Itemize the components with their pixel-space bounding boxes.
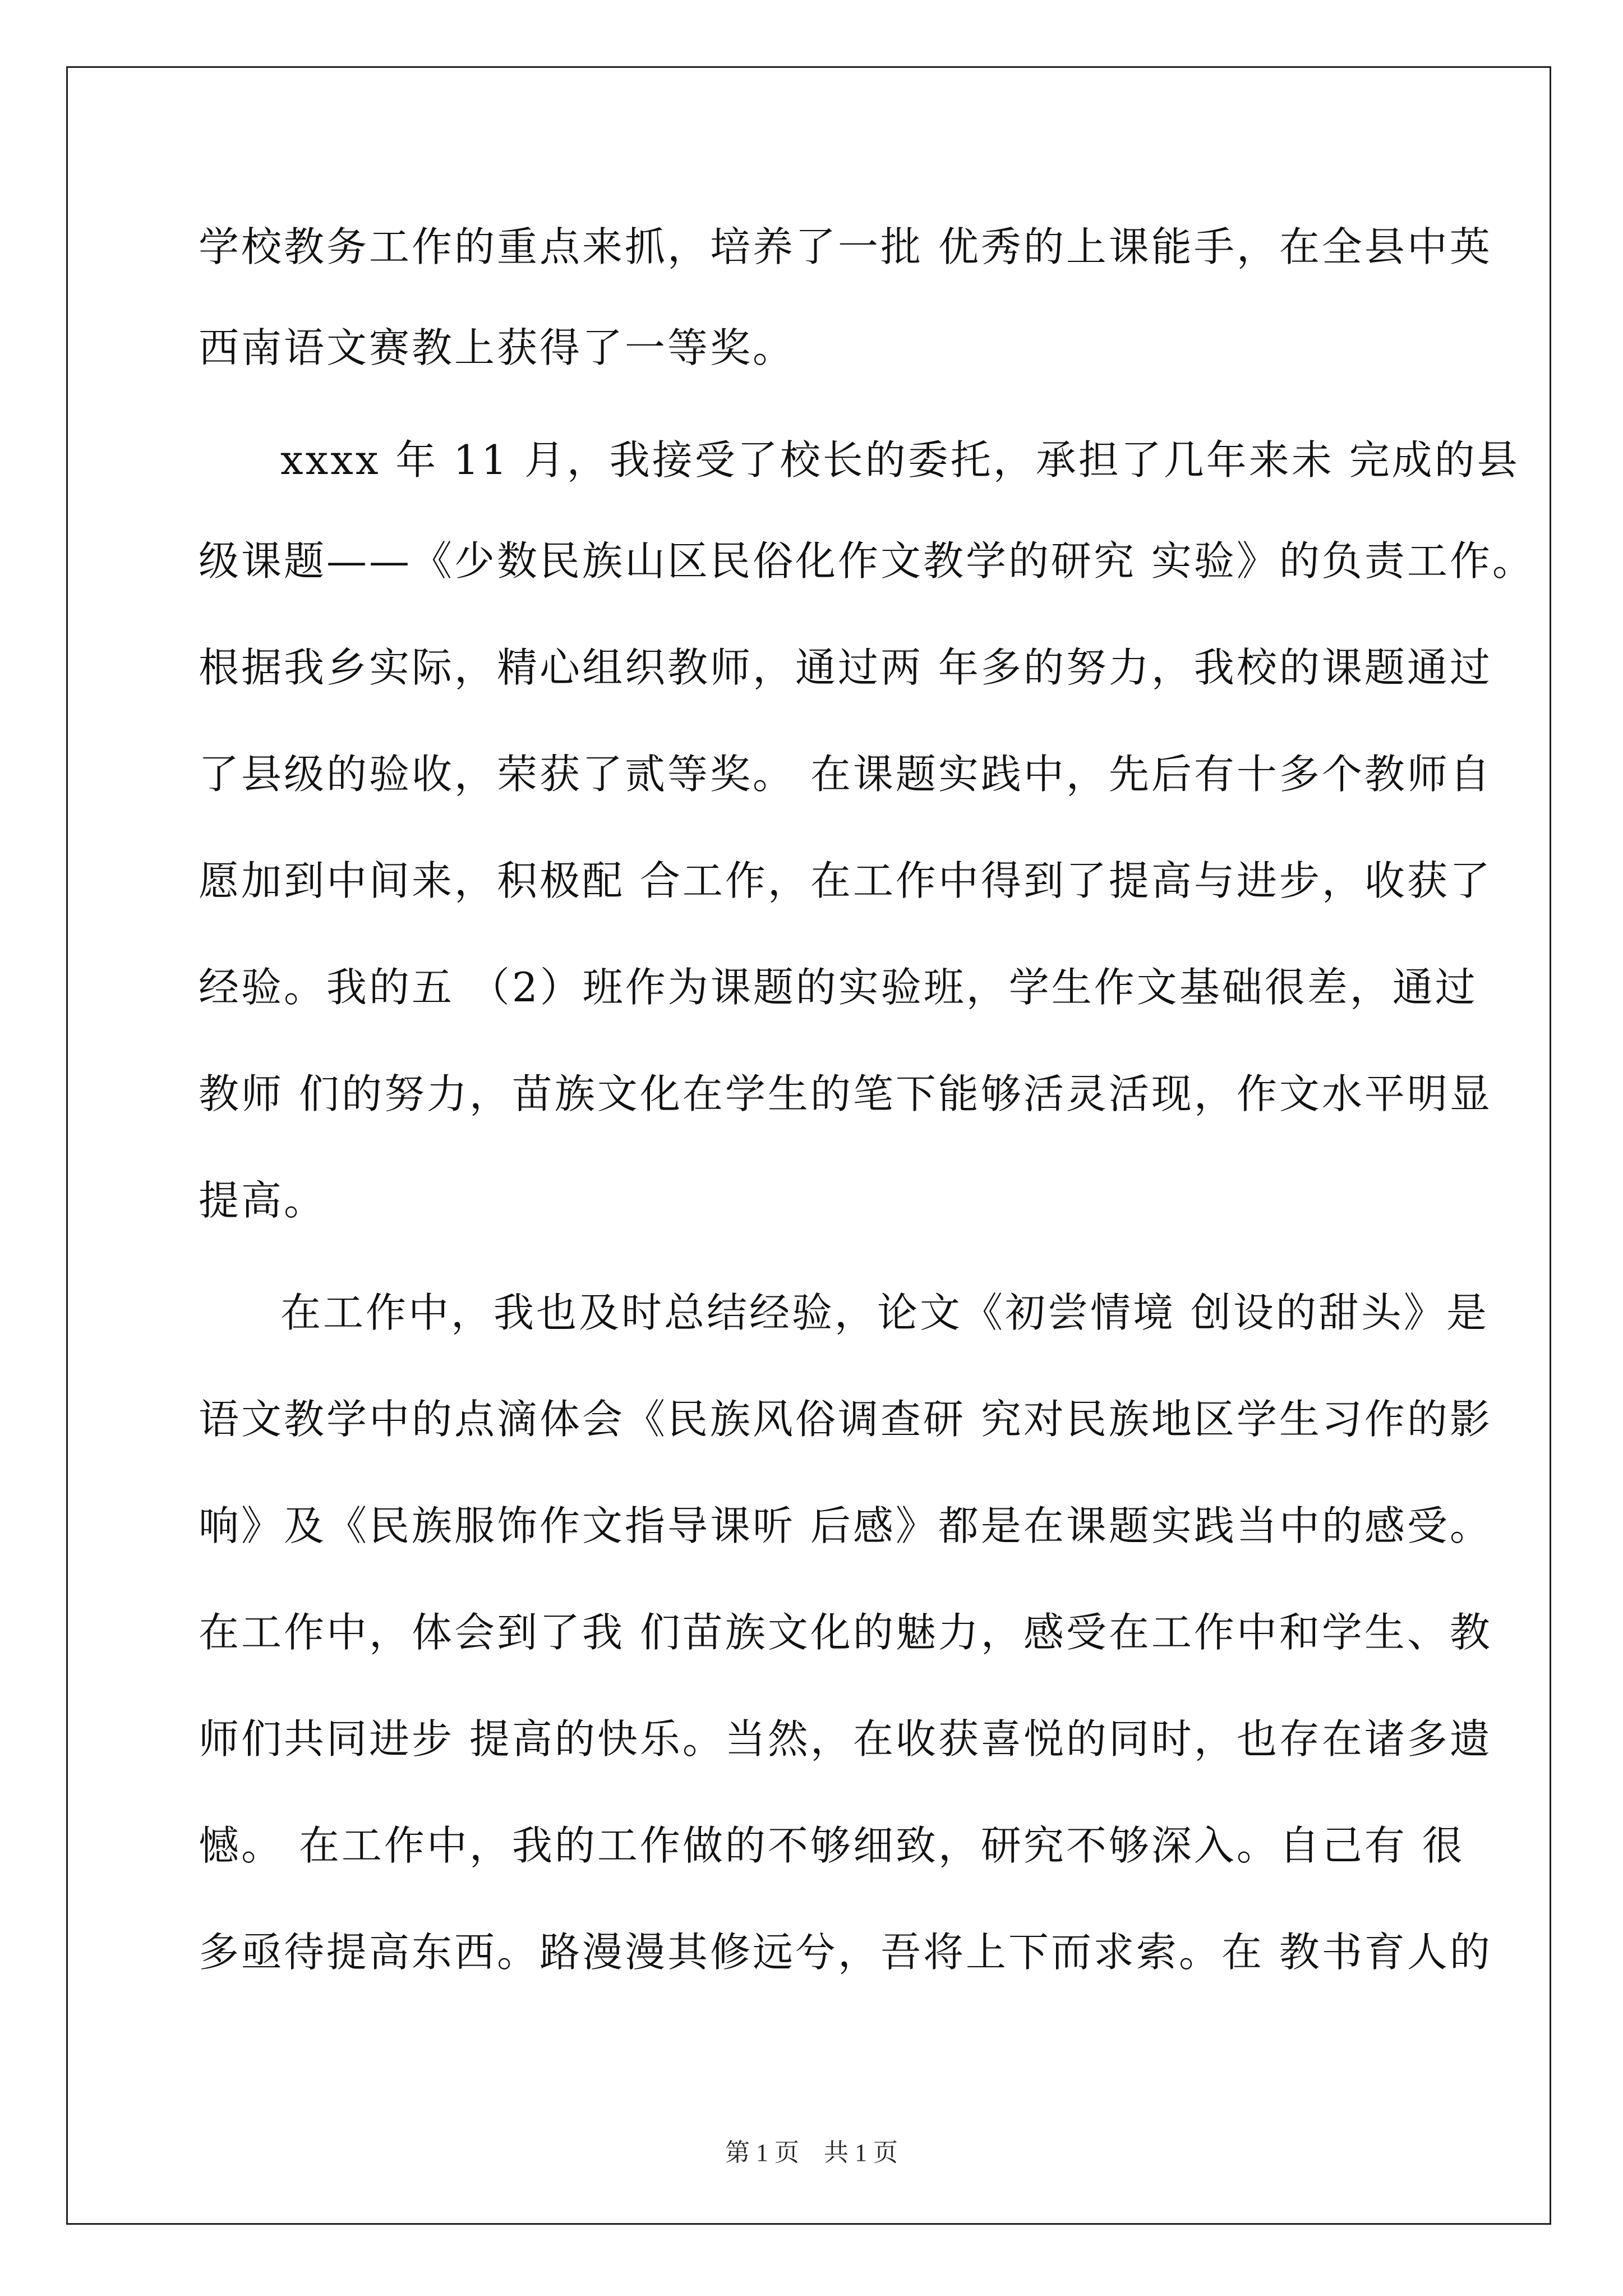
page-number: 第 1 页 共 1 页 bbox=[725, 2139, 898, 2166]
body-line: 响》及《民族服饰作文指导课听 后感》都是在课题实践当中的感受。 bbox=[199, 1502, 1492, 1549]
body-line: 级课题——《少数民族山区民俗化作文教学的研究 实验》的负责工作。 bbox=[199, 537, 1535, 585]
body-line: 提高。 bbox=[199, 1177, 327, 1224]
body-line: 在工作中，我也及时总结经验，论文《初尝情境 创设的甜头》是 bbox=[280, 1289, 1489, 1336]
page-border bbox=[66, 66, 1551, 2225]
body-line: 语文教学中的点滴体会《民族风俗调查研 究对民族地区学生习作的影 bbox=[199, 1396, 1492, 1443]
body-line: 师们共同进步 提高的快乐。当然，在收获喜悦的同时，也存在诸多遗 bbox=[199, 1715, 1492, 1763]
body-line: xxxx 年 11 月，我接受了校长的委托，承担了几年来未 完成的县 bbox=[280, 436, 1520, 484]
body-line: 愿加到中间来，积极配 合工作，在工作中得到了提高与进步，收获了 bbox=[199, 857, 1492, 904]
body-line: 了县级的验收，荣获了贰等奖。 在课题实践中，先后有十多个教师自 bbox=[199, 751, 1492, 798]
body-line: 西南语文赛教上获得了一等奖。 bbox=[199, 324, 796, 371]
body-line: 在工作中，体会到了我 们苗族文化的魅力，感受在工作中和学生、教 bbox=[199, 1609, 1492, 1656]
body-line: 根据我乡实际，精心组织教师，通过两 年多的努力，我校的课题通过 bbox=[199, 644, 1492, 691]
body-line: 学校教务工作的重点来抓，培养了一批 优秀的上课能手，在全县中英 bbox=[199, 223, 1492, 270]
body-line: 经验。我的五 （2）班作为课题的实验班，学生作文基础很差，通过 bbox=[199, 964, 1478, 1011]
body-line: 憾。 在工作中，我的工作做的不够细致，研究不够深入。自己有 很 bbox=[199, 1822, 1465, 1869]
body-line: 教师 们的努力，苗族文化在学生的笔下能够活灵活现，作文水平明显 bbox=[199, 1070, 1492, 1117]
body-line: 多亟待提高东西。路漫漫其修远兮，吾将上下而求索。在 教书育人的 bbox=[199, 1929, 1492, 1976]
